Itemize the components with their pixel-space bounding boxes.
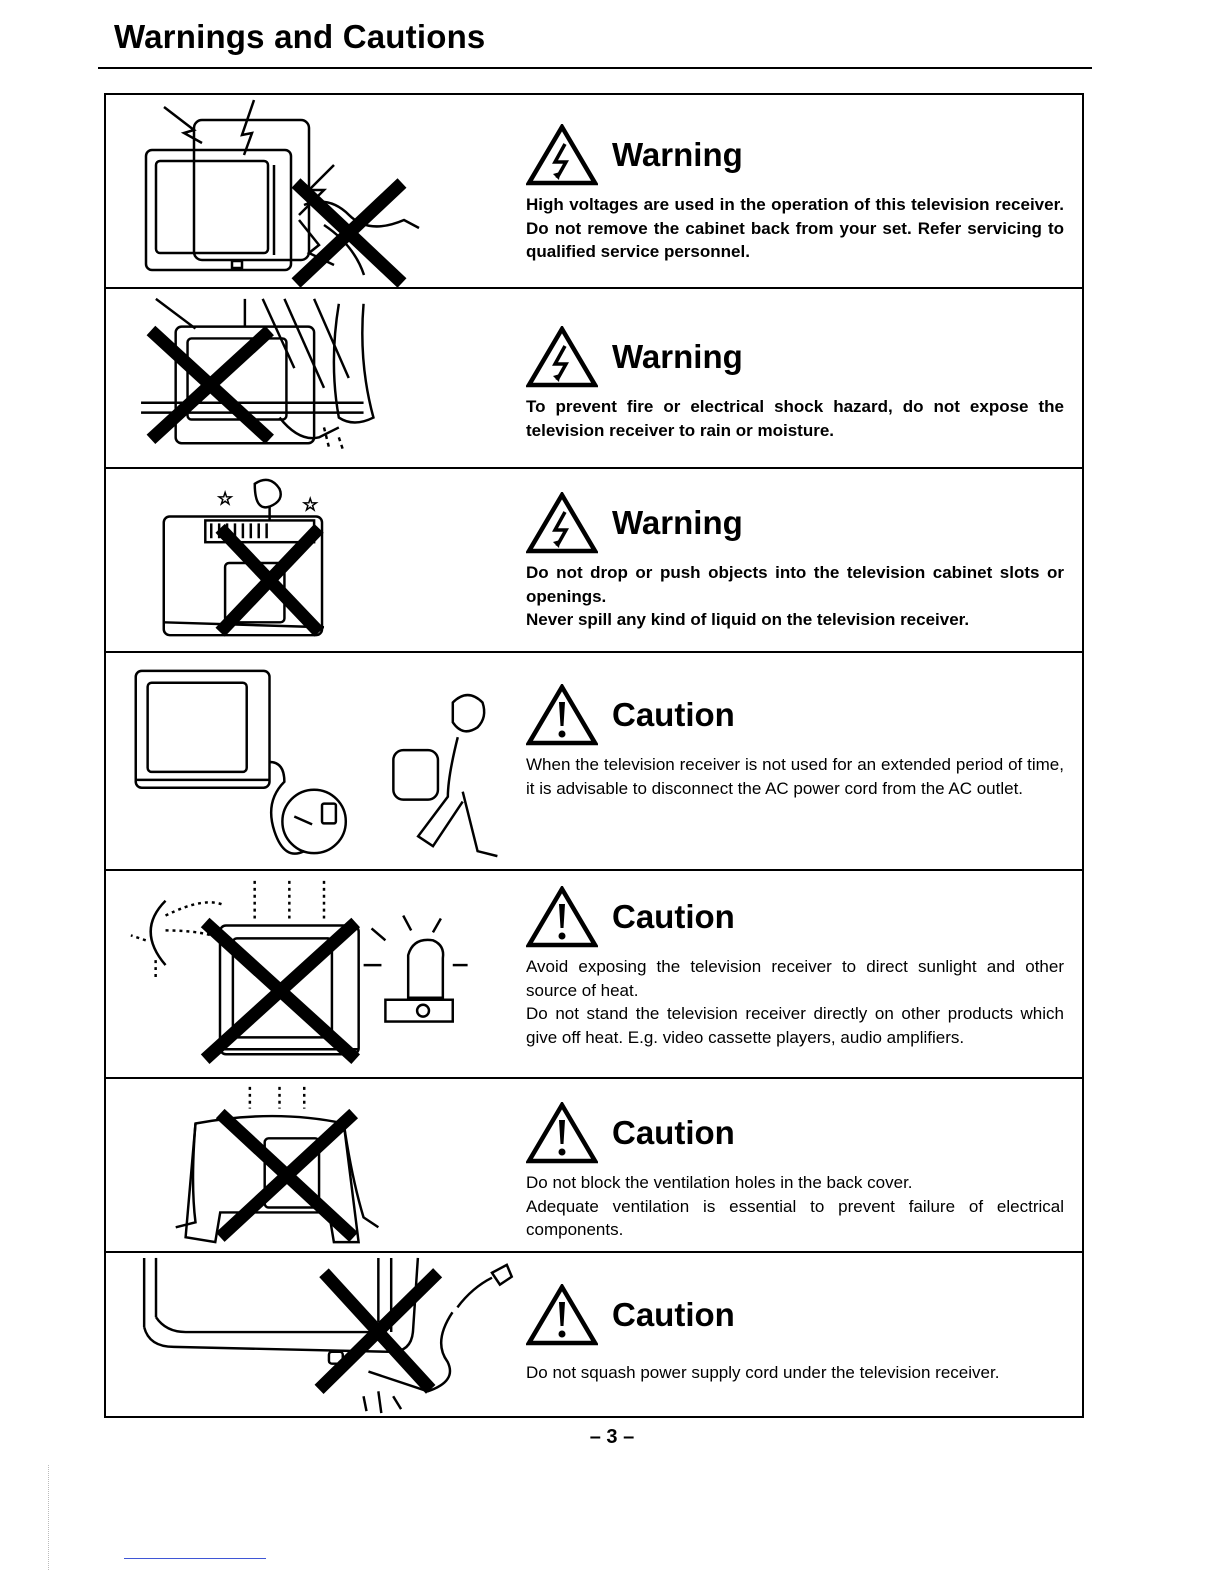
section-heading: Caution <box>612 898 735 935</box>
section-content <box>526 1095 1064 1242</box>
section-content <box>526 677 1064 800</box>
section-heading: Warning <box>612 504 743 541</box>
section-text: Never spill any kind of liquid on the television receiver. <box>526 610 970 629</box>
exclamation-caution-triangle-icon <box>526 1102 598 1164</box>
tv-liquid-illustration <box>124 469 524 651</box>
tv-rain-illustration <box>124 289 524 467</box>
section-content <box>526 1277 1064 1385</box>
exclamation-caution-triangle-icon <box>526 1284 598 1346</box>
electric-shock-warning-triangle-icon <box>526 492 598 554</box>
section-heading: Caution <box>612 696 735 733</box>
section-text: Adequate ventilation is essential to prevent failure of electrical components. <box>526 1196 1064 1239</box>
exclamation-caution-triangle-icon <box>526 886 598 948</box>
svg-text:☆: ☆ <box>217 488 234 509</box>
section-warning-objects-liquid <box>106 467 1082 651</box>
section-text: When the television receiver is not used for an extended period of time, it is advisable to disconnect the AC power cord from the AC outlet. <box>526 755 1064 798</box>
section-caution-disconnect <box>106 651 1082 869</box>
section-caution-heat <box>106 869 1082 1077</box>
scan-edge-mark <box>48 1465 49 1570</box>
section-text: Do not squash power supply cord under the television receiver. <box>526 1363 1000 1382</box>
electric-shock-warning-triangle-icon <box>526 326 598 388</box>
section-content <box>526 879 1064 1049</box>
section-content <box>526 117 1064 264</box>
exclamation-caution-triangle-icon <box>526 684 598 746</box>
section-heading: Warning <box>612 136 743 173</box>
section-heading: Caution <box>612 1114 735 1151</box>
electric-shock-warning-triangle-icon <box>526 124 598 186</box>
section-text: Do not stand the television receiver directly on other products which give off heat. E.g. video cassette players, audio amplifiers. <box>526 1004 1064 1047</box>
warnings-panel <box>104 93 1084 1418</box>
section-heading: Caution <box>612 1296 735 1333</box>
tv-unplug-illustration <box>124 653 524 869</box>
section-text: Do not block the ventilation holes in the back cover. <box>526 1173 913 1192</box>
section-text: Avoid exposing the television receiver to direct sunlight and other source of heat. <box>526 957 1064 1000</box>
svg-text:☆: ☆ <box>302 494 319 515</box>
tv-covered-illustration <box>124 1079 524 1251</box>
page-title: Warnings and Cautions <box>114 18 486 55</box>
section-caution-power-cord <box>106 1251 1082 1420</box>
tv-cord-illustration <box>124 1253 524 1420</box>
footer-rule <box>124 1558 266 1559</box>
section-warning-high-voltage <box>106 95 1082 287</box>
section-warning-rain-moisture <box>106 287 1082 467</box>
section-caution-ventilation <box>106 1077 1082 1251</box>
section-text: To prevent fire or electrical shock hazard, do not expose the television receiver to rain or moisture. <box>526 397 1064 440</box>
section-text: High voltages are used in the operation of this television receiver. Do not remove the cabinet back from your set. Refer servicing to qualified service personnel. <box>526 195 1064 261</box>
tv-heat-illustration <box>124 871 524 1077</box>
section-content <box>526 319 1064 442</box>
page-number: – 3 – <box>589 1426 635 1448</box>
title-divider <box>98 67 1092 69</box>
section-heading: Warning <box>612 338 743 375</box>
section-text: Do not drop or push objects into the television cabinet slots or openings. <box>526 563 1064 606</box>
tv-cabinet-back-illustration <box>124 95 524 287</box>
section-content <box>526 485 1064 632</box>
